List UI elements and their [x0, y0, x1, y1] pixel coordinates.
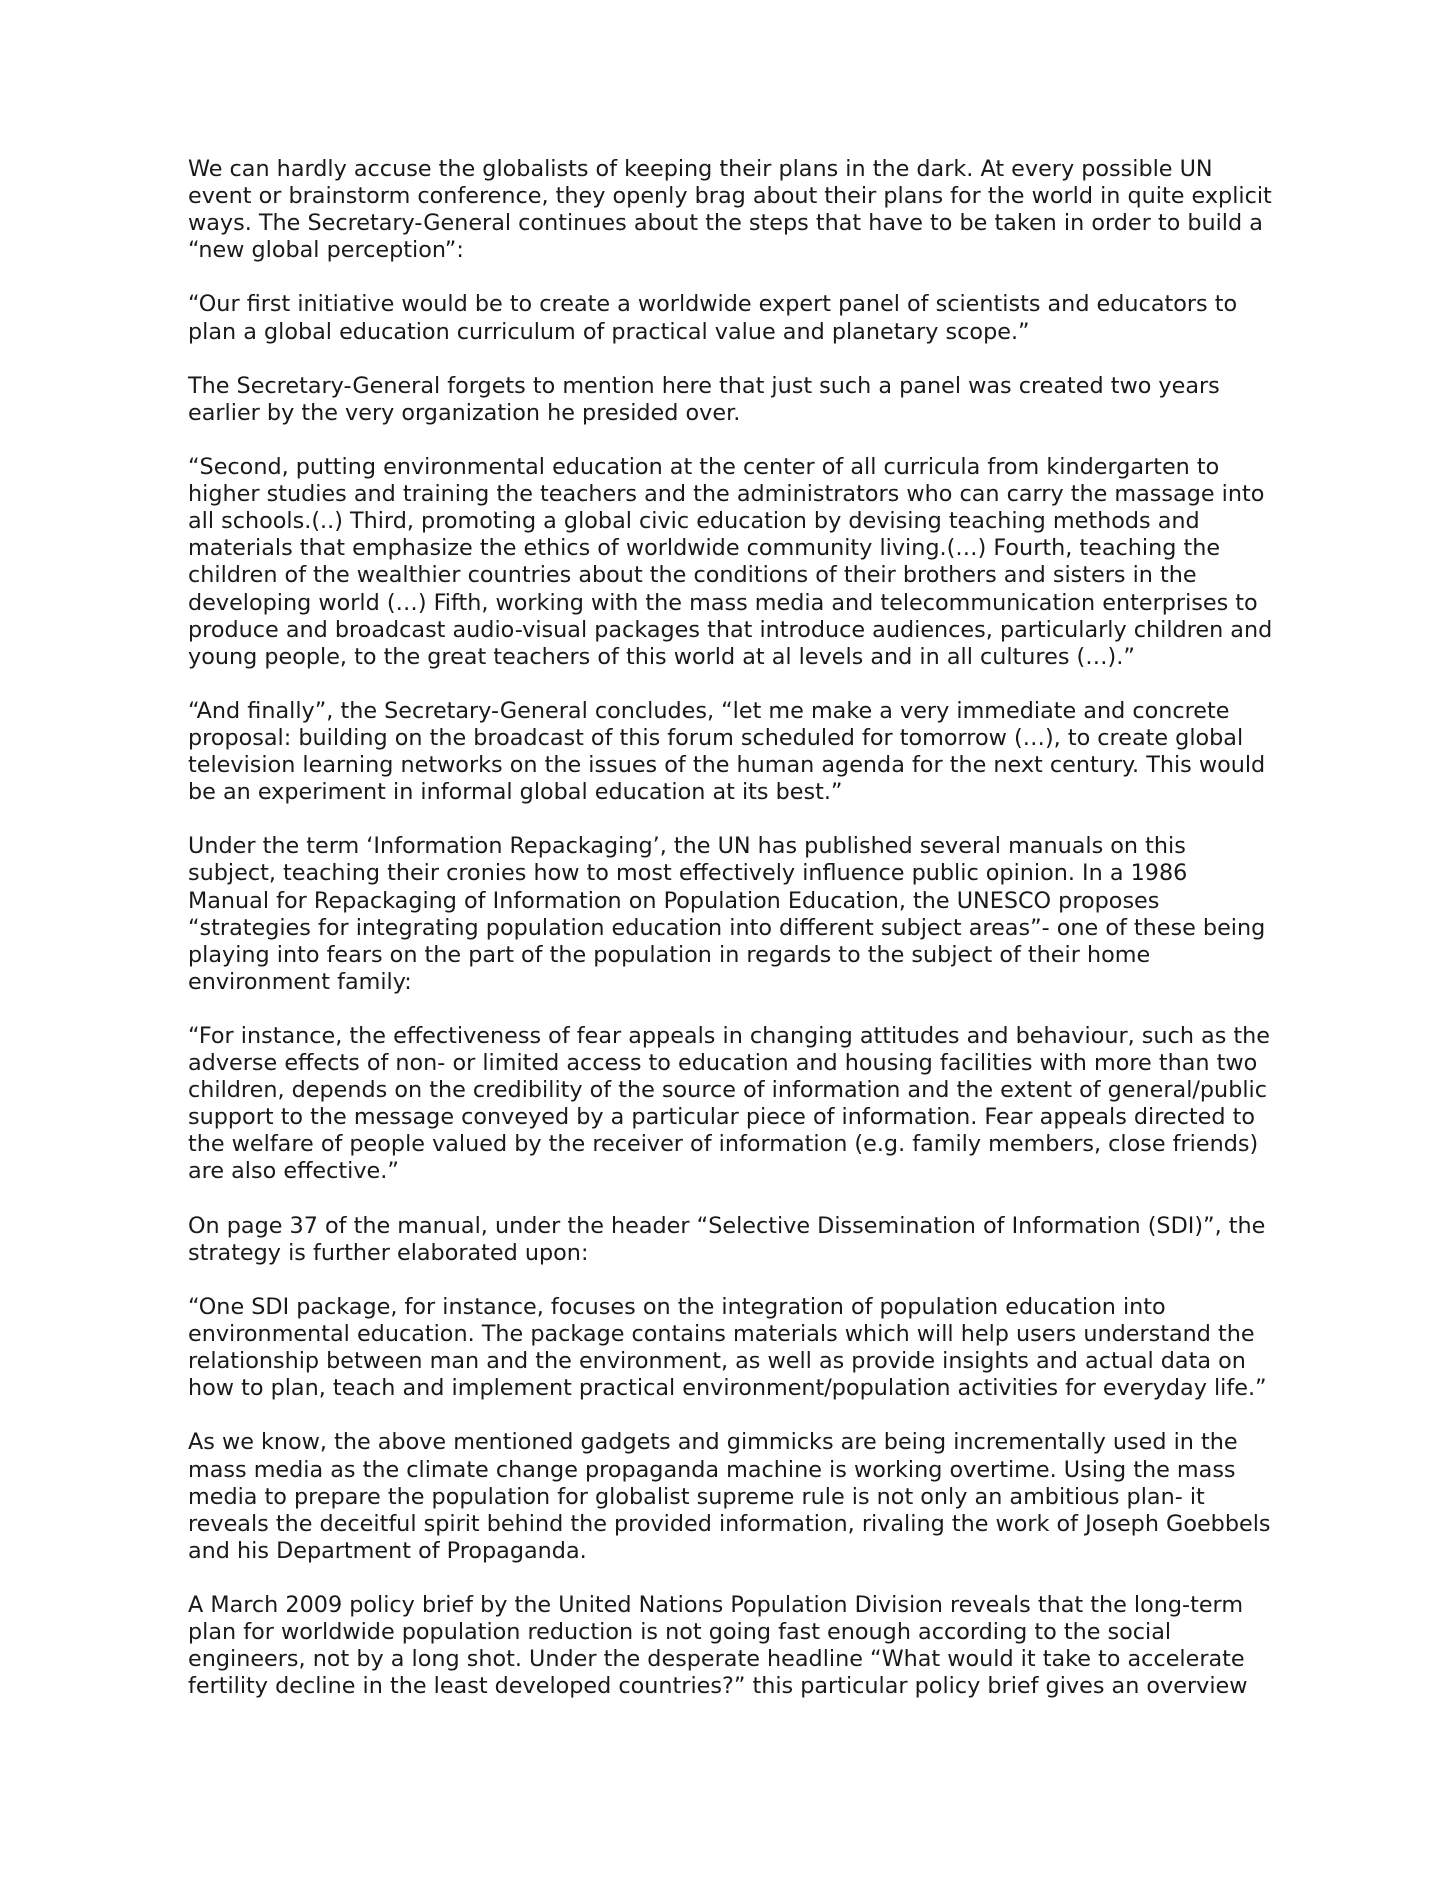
quote-fear-appeals: “For instance, the effectiveness of fear appeals in changing attitudes and behaviour, such as the adverse effects of non- or limited access to education and housing facilities with more than two children, depends on the credibility of the source of information and the extent of general/public support to the message conveyed by a particular piece of information. Fear appeals directed to the welfare of people valued by the receiver of information (e.g. family members, close friends) are also effective.” [188, 1023, 1270, 1185]
paragraph-information-repackaging: Under the term ‘Information Repackaging’, the UN has published several manuals on this subject, teaching their cronies how to most effectively influence public opinion. In a 1986 Manual for Repackaging of Information on Population Education, the UNESCO proposes “strategies for integrating population education into different subject areas”- one of these being playing into fears on the part of the population in regards to the subject of their home environment family: [188, 833, 1266, 995]
paragraph-policy-brief: A March 2009 policy brief by the United Nations Population Division reveals that the long-term plan for worldwide population reduction is not going fast enough according to the social engineers, not by a long shot. Under the desperate headline “What would it take to accelerate fertility decline in the least developed countries?” this particular policy brief gives an overview [188, 1591, 1248, 1700]
paragraph-intro: We can hardly accuse the globalists of keeping their plans in the dark. At every possible UN event or brainstorm conference, they openly brag about their plans for the world in quite explicit ways. The Secretary-General continues about the steps that have to be taken in order to build a “new global perception”: [188, 156, 1272, 264]
paragraph-panel-note: The Secretary-General forgets to mention here that just such a panel was created two years earlier by the very organization he presided over. [188, 372, 1220, 426]
quote-finally: “And finally”, the Secretary-General concludes, “let me make a very immediate and concrete proposal: building on the broadcast of this forum scheduled for tomorrow (…), to create global television learning networks on the issues of the human agenda for the next century. This would be an experiment in informal global education at its best.” [188, 697, 1266, 806]
paragraph-sdi-header: On page 37 of the manual, under the header “Selective Dissemination of Information (SDI)”, the strategy is further elaborated upon: [188, 1212, 1266, 1266]
quote-first-initiative: “Our first initiative would be to create a worldwide expert panel of scientists and educators to plan a global education curriculum of practical value and planetary scope.” [188, 291, 1238, 345]
quote-second-to-fifth: “Second, putting environmental education at the center of all curricula from kindergarten to higher studies and training the teachers and the administrators who can carry the massage into all schools.(..) Third, promoting a global civic education by devising teaching methods and materials that emphasize the ethics of worldwide community living.(…) Fourth, teaching the children of the wealthier countries about the conditions of their brothers and sisters in the developing world (…) Fifth, working with the mass media and telecommunication enterprises to produce and broadcast audio-visual packages that introduce audiences, particularly children and young people, to the great teachers of this world at al levels and in all cultures (…).” [188, 454, 1273, 670]
body-text [188, 156, 1273, 1727]
paragraph-propaganda: As we know, the above mentioned gadgets and gimmicks are being incrementally used in the mass media as the climate change propaganda machine is working overtime. Using the mass media to prepare the population for globalist supreme rule is not only an ambitious plan- it reveals the deceitful spirit behind the provided information, rivaling the work of Joseph Goebbels and his Department of Propaganda. [188, 1429, 1271, 1564]
quote-sdi-package: “One SDI package, for instance, focuses on the integration of population education into environmental education. The package contains materials which will help users understand the relationship between man and the environment, as well as provide insights and actual data on how to plan, teach and implement practical environment/population activities for everyday life.” [188, 1293, 1267, 1402]
